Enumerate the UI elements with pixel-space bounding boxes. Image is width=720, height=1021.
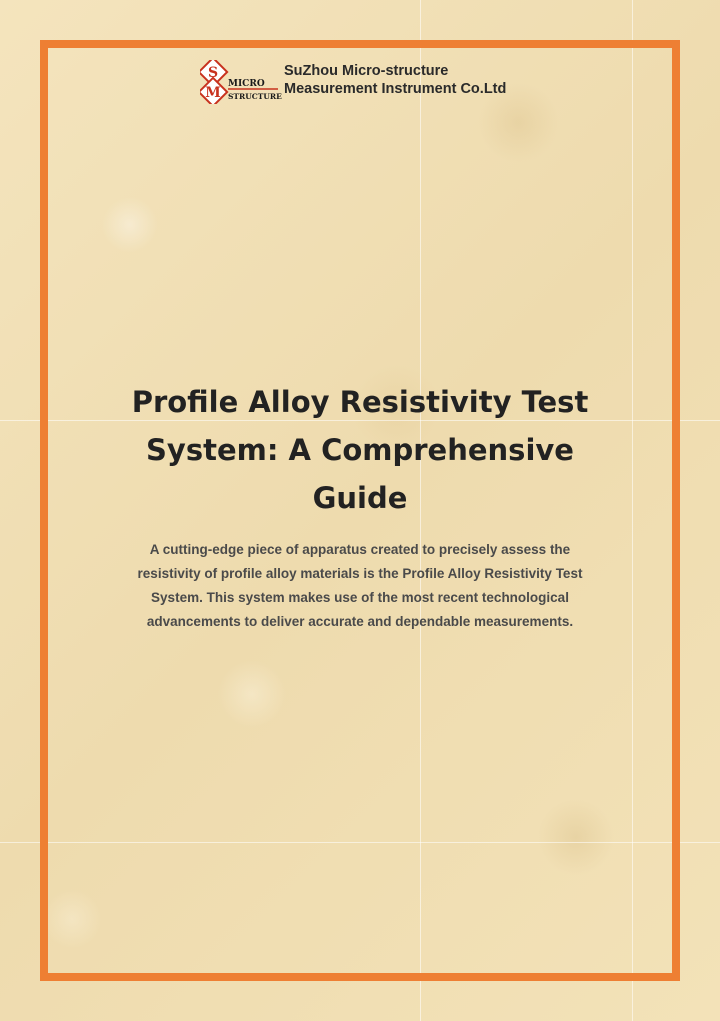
intro-paragraph: A cutting-edge piece of apparatus created to precisely assess the resistivity of profile alloy materials is the Profile Alloy Resistivity Test System. This system makes use of the most recent technological advancements to deliver accurate and dependable measurements. [137, 542, 583, 629]
company-name-line-1: SuZhou Micro-structure [284, 63, 449, 79]
logo-letter-m: M [205, 85, 221, 101]
document-title [90, 378, 630, 522]
company-logo [200, 60, 520, 104]
logo-word-structure: STRUCTURE [228, 92, 282, 101]
title-line-1: Profile Alloy Resistivity Test [131, 385, 589, 419]
company-name [284, 62, 506, 98]
title-line-2: System: A Comprehensive [146, 433, 574, 467]
logo-mark [200, 60, 282, 104]
logo-letter-s: S [207, 65, 219, 81]
company-name-line-2: Measurement Instrument Co.Ltd [284, 81, 507, 97]
title-line-3: Guide [312, 481, 408, 515]
logo-word-micro: MICRO [228, 79, 265, 89]
